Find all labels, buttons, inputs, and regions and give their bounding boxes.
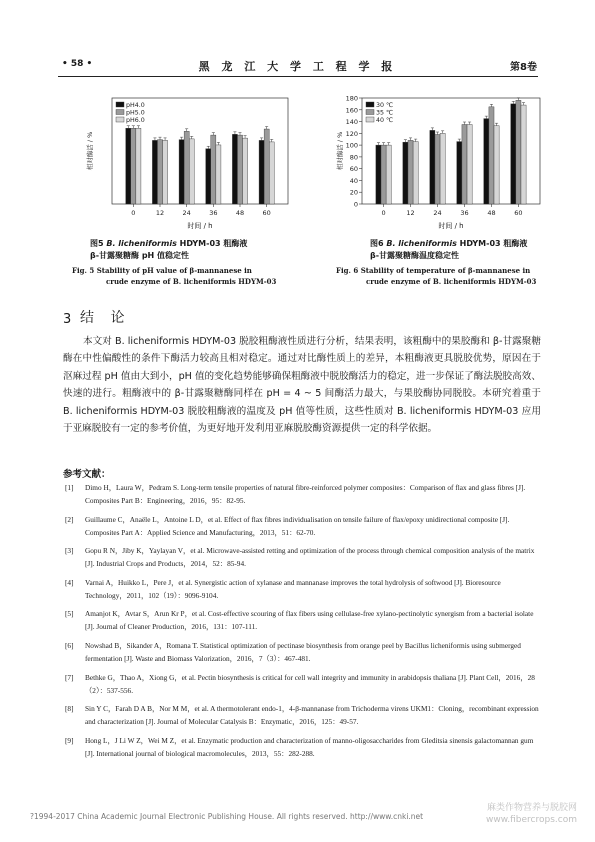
fig6-caption-en-line2: crude enzyme of B. licheniformis HDYM-03 [366, 277, 537, 286]
y-tick-label: 120 [345, 129, 358, 138]
references-list [63, 482, 543, 766]
bar [216, 145, 221, 204]
fig5-caption-prefix: 图 [90, 239, 98, 248]
y-axis-label: 相对酶活 / % [336, 131, 344, 171]
bar [376, 145, 381, 204]
reference-item [63, 514, 543, 540]
bar [494, 126, 499, 204]
fig6-chart [336, 92, 546, 237]
reference-item [63, 482, 543, 508]
bar [232, 134, 237, 204]
y-tick-label: 100 [345, 141, 358, 150]
watermark-line1: 麻类作物营养与脱胶网 [486, 803, 577, 813]
reference-text: Gopu R N，Jiby K，Yaylayan V，et al. Microwave-assisted retting and optimization of the process through chemical composition analysis of the matrix [J]. Industrial Crops and Products，2014，52：85-94. [85, 546, 535, 569]
legend-label: 30 ℃ [376, 102, 394, 109]
header-rule [58, 76, 538, 77]
reference-number: [9] [65, 735, 74, 745]
x-tick-label: 24 [433, 209, 442, 217]
legend-label: 35 ℃ [376, 109, 394, 117]
fig6-caption-strain: HDYM-03 粗酶液 [456, 239, 528, 248]
reference-number: [6] [65, 641, 74, 651]
reference-text: Nowshad B，Sikander A，Romana T. Statistical optimization of pectinase biosynthesis from orange peel by Bacillus licheniformis using submerged fermentation [J]. Waste and Biomass Valorization，2016，7（3）：467-481. [85, 641, 521, 663]
bar [467, 125, 472, 205]
reference-number: [8] [65, 704, 74, 714]
reference-item [63, 735, 543, 761]
bar [206, 149, 211, 204]
x-tick-label: 12 [155, 209, 165, 217]
fig6-caption-zh [348, 238, 548, 250]
watermark-line2: www.fibercrops.com [486, 815, 577, 825]
fig5-caption-zh-line2: β-甘露聚糖酶 pH 值稳定性 [90, 251, 190, 260]
x-tick-label: 36 [460, 209, 469, 217]
x-axis-label: 时间 / h [187, 222, 213, 230]
fig5-caption-zh [72, 238, 302, 250]
reference-item [63, 703, 543, 729]
section-number: 3 [63, 312, 72, 327]
bar [511, 104, 516, 204]
reference-number: [1] [65, 483, 74, 492]
bar [489, 107, 494, 204]
page-number: • 58 • [62, 59, 93, 69]
bar [157, 140, 162, 204]
bar [189, 139, 194, 204]
bar [408, 140, 413, 204]
x-tick-label: 24 [182, 209, 191, 217]
section-title: 结 论 [80, 310, 131, 326]
reference-item [63, 640, 543, 666]
reference-number: [2] [65, 514, 74, 524]
bar [211, 135, 216, 204]
bar [457, 142, 462, 204]
bar [430, 130, 435, 204]
x-tick-label: 0 [381, 209, 386, 217]
reference-text: Dimo H，Laura W，Pedram S. Long-term tensile properties of natural fibre-reinforced polymer composites：Comparison of flax and glass fibres [J]. Composites Part B：Engineering，2016，95：82-95. [85, 483, 526, 505]
bar [163, 140, 168, 204]
bar [462, 125, 467, 205]
watermark [486, 802, 577, 826]
fig5-chart [78, 92, 293, 237]
x-tick-label: 48 [487, 209, 496, 217]
legend-label: 40 ℃ [376, 117, 394, 124]
bar [184, 131, 189, 204]
bar [152, 140, 157, 204]
x-tick-label: 48 [235, 209, 245, 217]
reference-text: Amanjot K，Avtar S，Arun Kr P，et al. Cost-effective scouring of flax fibers using cellulase-free xylano-pectinolytic synergism from a bacterial isolate [J]. Journal of Cleaner Production，2016，131：107-111. [85, 609, 534, 632]
x-tick-label: 0 [131, 209, 136, 217]
reference-text: Guillaume C，Anaële L，Antoine L D，et al. Effect of flax fibres individualisation on tensile failure of flax/epoxy unidirectional composite [J]. Composites Part A：Applied Science and Manufacturing，2013，51：62-70. [85, 514, 510, 537]
reference-number: [4] [65, 577, 74, 587]
reference-item [63, 608, 543, 634]
bar [435, 135, 440, 204]
y-tick-label: 0 [353, 200, 358, 209]
bar [403, 142, 408, 204]
legend-label: pH5.0 [126, 109, 145, 117]
x-tick-label: 60 [262, 209, 271, 217]
x-tick-label: 12 [406, 209, 415, 217]
reference-text: Bethke G，Thao A，Xiong G，et al. Pectin biosynthesis is critical for cell wall integrity and immunity in arabidopsis thaliana [J]. Plant Cell，2016，28（2）：537-556. [85, 672, 535, 695]
legend-swatch [116, 117, 124, 122]
copyright-footer: ?1994-2017 China Academic Journal Electronic Publishing House. All rights reserved. http://www.cnki.net [30, 812, 424, 821]
fig5-caption-number: 5 [98, 239, 104, 248]
y-tick-label: 140 [345, 118, 358, 127]
fig5-caption-en-line1: Fig. 5 Stability of pH value of β-mannanese in [72, 266, 252, 275]
legend-swatch [116, 102, 124, 107]
bar [440, 133, 445, 204]
y-tick-label: 180 [345, 94, 358, 103]
legend-swatch [366, 102, 374, 107]
reference-number: [3] [65, 546, 74, 556]
journal-title: 黑 龙 江 大 学 工 程 学 报 [198, 60, 397, 73]
fig5-caption-species: B. licheniformis [106, 239, 177, 248]
fig5-caption-strain: HDYM-03 粗酶液 [176, 239, 248, 248]
legend-label: pH4.0 [126, 102, 145, 109]
x-axis-label: 时间 / h [438, 222, 464, 230]
bar [131, 128, 136, 204]
legend-swatch [366, 110, 374, 115]
fig6-caption-number: 6 [378, 239, 384, 248]
conclusion-paragraph: 本文对 B. licheniformis HDYM-03 脱胶粗酶液性质进行分析，结果表明，该粗酶中的果胶酶和 β-甘露聚糖酶在中性偏酸性的条件下酶活力较高且相对稳定。通过对比酶性质上的差异，本粗酶液更具脱胶优势，原因在于沤麻过程 pH 值由大到小，pH 值的变化趋势能够确保粗酶液中脱胶酶活力的稳定，进一步保证了酶法脱胶高效、快速的进行。粗酶液中的 β-甘露聚糖酶同样在 pH = 4 ~ 5 间酶活力最大，与果胶酶协同脱胶。本研究着重于 B. licheniformis HDYM-03 脱胶粗酶液的温度及 pH 值等性质，这些性质对 B. licheniformis HDYM-03 应用于亚麻脱胶有一定的参考价值，为更好地开发利用亚麻脱胶酶资源提供一定的科学依据。 [63, 336, 541, 435]
bar [516, 100, 521, 204]
y-tick-label: 20 [349, 188, 358, 197]
bar [381, 145, 386, 204]
y-tick-label: 160 [345, 106, 358, 115]
fig5-caption [72, 238, 302, 287]
reference-number: [5] [65, 609, 74, 619]
legend-swatch [116, 110, 124, 115]
reference-text: Varnai A，Huikko L，Pere J，et al. Synergistic action of xylanase and mannanase improves the total hydrolysis of softwood [J]. Bioresource Technology，2011，102（19）：9096-9104. [85, 577, 501, 600]
references-title: 参考文献： [63, 469, 111, 480]
bar [269, 142, 274, 204]
bar [386, 145, 391, 204]
legend-swatch [366, 117, 374, 122]
y-tick-label: 60 [349, 165, 358, 174]
bar [259, 140, 264, 204]
reference-item [63, 672, 543, 698]
bar [521, 105, 526, 204]
fig6-caption [336, 238, 548, 287]
fig6-caption-prefix: 图 [370, 239, 378, 248]
bar [243, 138, 248, 204]
y-tick-label: 80 [349, 153, 358, 162]
bar [484, 119, 489, 204]
reference-number: [7] [65, 672, 74, 682]
reference-text: Sin Y C，Farah D A B，Nor M M，et al. A thermotolerant endo-1，4-β-mannanase from Trichoderma virens UKM1：Cloning，recombinant expression and characterization [J]. Journal of Molecular Catalysis B：Enzymatic，2016，125：49-57. [85, 704, 539, 727]
reference-text: Hong L，J Li W Z，Wei M Z，et al. Enzymatic production and characterization of manno-oligosaccharides from Gleditsia sinensis galactomannan gum [J]. International journal of biological macromolecules，2013，55：282-288. [85, 735, 534, 758]
x-tick-label: 60 [514, 209, 523, 217]
reference-item [63, 545, 543, 571]
y-tick-label: 40 [349, 176, 358, 185]
fig6-caption-species: B. licheniformis [386, 239, 457, 248]
bar [126, 128, 131, 204]
bar [179, 140, 184, 204]
bar [413, 142, 418, 204]
bar [237, 135, 242, 204]
y-axis-label: 相对酶活 / % [86, 131, 94, 171]
bar [136, 128, 141, 204]
fig6-caption-en-line1: Fig. 6 Stability of temperature of β-mannanese in [336, 266, 531, 275]
volume-label: 第8卷 [510, 62, 537, 73]
fig6-caption-zh-line2: β-甘露聚糖酶温度稳定性 [370, 251, 460, 260]
bar [264, 129, 269, 204]
reference-item [63, 577, 543, 603]
fig5-caption-en-line2: crude enzyme of B. licheniformis HDYM-03 [106, 277, 277, 286]
x-tick-label: 36 [209, 209, 218, 217]
legend-label: pH6.0 [126, 117, 145, 124]
